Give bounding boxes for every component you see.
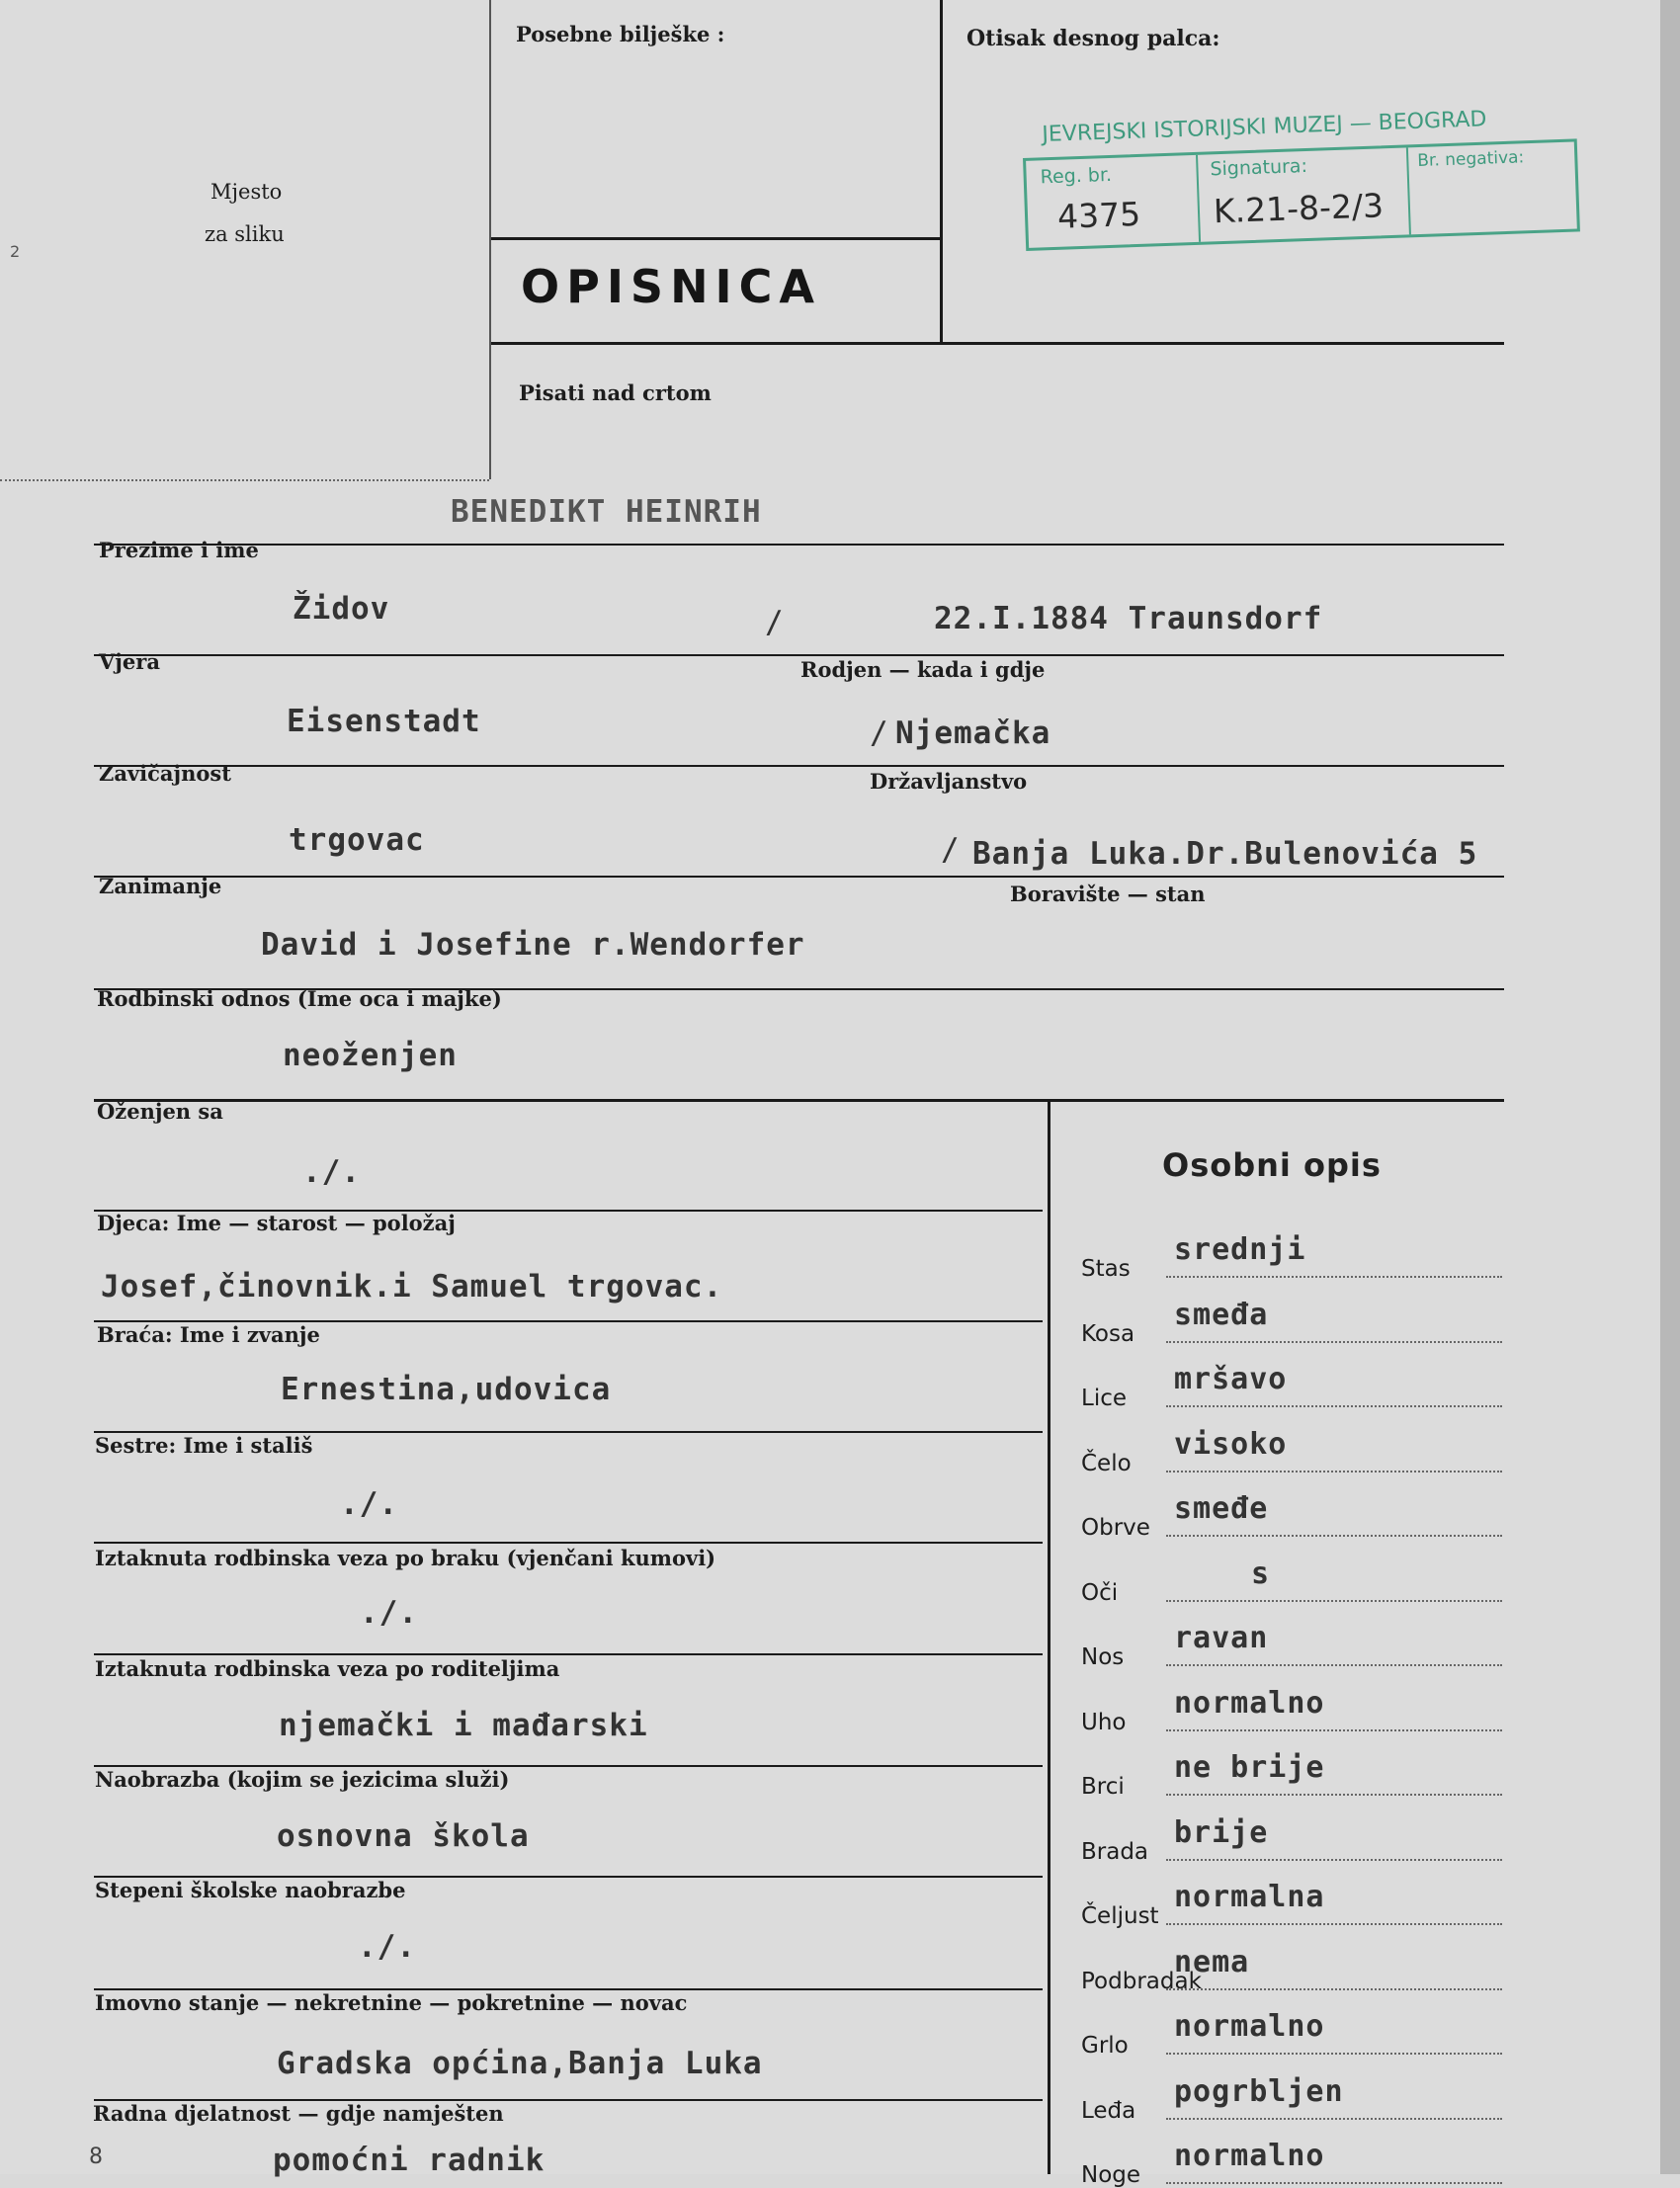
description-column-divider xyxy=(1048,1102,1050,2174)
children-label: Djeca: Ime — starost — položaj xyxy=(97,1211,456,1235)
description-dotted-line xyxy=(1166,1988,1502,1990)
brothers-label: Braća: Ime i zvanje xyxy=(97,1322,320,1347)
languages-value: njemački i mađarski xyxy=(279,1708,648,1743)
description-value: normalno xyxy=(1174,2139,1325,2173)
description-dotted-line xyxy=(1166,1405,1502,1407)
description-label: Brci xyxy=(1081,1774,1125,1800)
photo-label-line1: Mjesto xyxy=(210,180,283,204)
description-value: srednji xyxy=(1174,1232,1306,1267)
description-label: Čeljust xyxy=(1081,1903,1159,1929)
work-continuation-value: pomoćni radnik xyxy=(273,2143,546,2178)
thumb-label: Otisak desnog palca: xyxy=(966,26,1220,51)
home-rule xyxy=(94,765,1504,767)
sisters-label: Sestre: Ime i stališ xyxy=(95,1433,313,1458)
description-label: Lice xyxy=(1081,1386,1127,1411)
description-dotted-line xyxy=(1166,2182,1502,2184)
occupation-rule xyxy=(94,876,1504,878)
description-label: Grlo xyxy=(1081,2033,1129,2059)
description-value: s xyxy=(1251,1556,1271,1591)
description-value: smeđa xyxy=(1174,1297,1269,1332)
by-parents-value: ./. xyxy=(360,1595,418,1631)
stamp-negativ-label: Br. negativa: xyxy=(1417,147,1525,172)
description-value: pogrbljen xyxy=(1174,2073,1344,2109)
description-label: Kosa xyxy=(1081,1320,1135,1347)
description-label: Nos xyxy=(1081,1644,1125,1670)
description-value: brije xyxy=(1174,1814,1269,1850)
home-label: Zavičajnost xyxy=(99,761,231,786)
form-title: OPISNICA xyxy=(521,260,822,313)
children-value: ./. xyxy=(302,1154,361,1190)
occupation-value: trgovac xyxy=(289,822,425,858)
description-dotted-line xyxy=(1166,1471,1502,1473)
description-value: normalno xyxy=(1174,2009,1325,2044)
description-value: normalno xyxy=(1174,1685,1325,1721)
description-value: smeđe xyxy=(1174,1491,1269,1526)
description-dotted-line xyxy=(1166,1859,1502,1861)
name-rule xyxy=(94,544,1504,546)
stamp-divider-1 xyxy=(1196,155,1201,242)
description-label: Podbradak xyxy=(1081,1968,1202,1994)
stamp-divider-2 xyxy=(1406,147,1411,234)
married-rule xyxy=(94,1099,1504,1102)
property-value: ./. xyxy=(358,1929,416,1965)
description-dotted-line xyxy=(1166,1664,1502,1666)
description-value: ravan xyxy=(1174,1621,1269,1655)
work-value: Gradska općina,Banja Luka xyxy=(277,2046,763,2081)
description-value: ne brije xyxy=(1174,1750,1325,1785)
occupation-label: Zanimanje xyxy=(99,874,222,898)
stamp-museum-name: JEVREJSKI ISTORIJSKI MUZEJ — BEOGRAD xyxy=(1042,107,1487,147)
description-dotted-line xyxy=(1166,1923,1502,1925)
married-label: Oženjen sa xyxy=(97,1099,223,1124)
description-dotted-line xyxy=(1166,1729,1502,1731)
description-value: nema xyxy=(1174,1944,1250,1979)
title-top-rule xyxy=(491,237,940,240)
school-label: Stepeni školske naobrazbe xyxy=(95,1878,406,1902)
write-above-line-note: Pisati nad crtom xyxy=(519,380,712,405)
name-label: Prezime i ime xyxy=(99,538,259,562)
museum-stamp xyxy=(1023,138,1580,251)
stamp-signatura-label: Signatura: xyxy=(1210,154,1308,181)
description-label: Noge xyxy=(1081,2162,1141,2188)
description-label: Stas xyxy=(1081,1256,1131,1282)
in-laws-value: ./. xyxy=(340,1486,398,1522)
description-label: Oči xyxy=(1081,1579,1119,1606)
religion-rule xyxy=(94,654,1504,656)
parents-value: David i Josefine r.Wendorfer xyxy=(261,927,805,963)
brothers-value: Josef,činovnik.i Samuel trgovac. xyxy=(101,1269,723,1304)
property-label: Imovno stanje — nekretnine — pokretnine — novac xyxy=(95,1990,688,2015)
header-divider xyxy=(940,0,943,344)
description-value: normalna xyxy=(1174,1880,1325,1914)
notes-label: Posebne bilješke : xyxy=(516,22,725,46)
photo-box-bottom-border xyxy=(0,479,489,481)
page-right-edge xyxy=(1660,0,1680,2174)
description-label: Leđa xyxy=(1081,2097,1136,2124)
in-laws-label: Iztaknuta rodbinska veza po braku (vjenčani kumovi) xyxy=(95,1546,716,1570)
description-value: visoko xyxy=(1174,1426,1288,1462)
residence-value: Banja Luka.Dr.Bulenovića 5 xyxy=(972,836,1478,872)
description-dotted-line xyxy=(1166,1535,1502,1537)
in-laws-rule xyxy=(94,1542,1043,1544)
description-dotted-line xyxy=(1166,1276,1502,1278)
sisters-value: Ernestina,udovica xyxy=(281,1372,612,1407)
citizenship-value: Njemačka xyxy=(895,715,1051,751)
description-title: Osobni opis xyxy=(1162,1146,1382,1184)
description-dotted-line xyxy=(1166,1341,1502,1343)
residence-label: Boravište — stan xyxy=(1010,882,1206,906)
citizenship-label: Državljanstvo xyxy=(870,769,1028,794)
by-parents-rule xyxy=(94,1653,1043,1655)
description-dotted-line xyxy=(1166,1794,1502,1796)
description-dotted-line xyxy=(1166,1600,1502,1602)
home-value: Eisenstadt xyxy=(287,704,481,739)
description-label: Čelo xyxy=(1081,1450,1132,1476)
margin-mark-left: 2 xyxy=(10,242,21,261)
by-parents-label: Iztaknuta rodbinska veza po roditeljima xyxy=(95,1656,560,1681)
work-label: Radna djelatnost — gdje namješten xyxy=(93,2101,504,2126)
description-value: mršavo xyxy=(1174,1362,1288,1396)
stamp-signatura-value: K.21-8-2/3 xyxy=(1213,186,1385,231)
school-value: osnovna škola xyxy=(277,1818,530,1854)
description-label: Brada xyxy=(1081,1838,1149,1865)
description-dotted-line xyxy=(1166,2118,1502,2120)
languages-label: Naobrazba (kojim se jezicima služi) xyxy=(95,1767,510,1792)
stamp-reg-value: 4375 xyxy=(1056,194,1141,236)
title-bottom-rule xyxy=(491,342,1504,345)
description-label: Obrve xyxy=(1081,1515,1150,1541)
religion-slash: / xyxy=(765,605,785,640)
parents-label: Rodbinski odnos (Ime oca i majke) xyxy=(97,986,502,1011)
description-label: Uho xyxy=(1081,1709,1127,1735)
description-dotted-line xyxy=(1166,2053,1502,2055)
occupation-slash: / xyxy=(941,832,961,868)
born-label: Rodjen — kada i gdje xyxy=(800,657,1046,682)
married-value: neoženjen xyxy=(283,1038,458,1073)
name-value: BENEDIKT HEINRIH xyxy=(451,494,762,530)
stamp-reg-label: Reg. br. xyxy=(1040,163,1113,189)
religion-value: Židov xyxy=(293,591,390,627)
religion-label: Vjera xyxy=(99,649,160,674)
photo-label-line2: za sliku xyxy=(205,222,285,246)
margin-mark-bottom: 8 xyxy=(89,2145,103,2169)
born-value: 22.I.1884 Traunsdorf xyxy=(934,601,1323,636)
home-slash: / xyxy=(870,715,889,751)
